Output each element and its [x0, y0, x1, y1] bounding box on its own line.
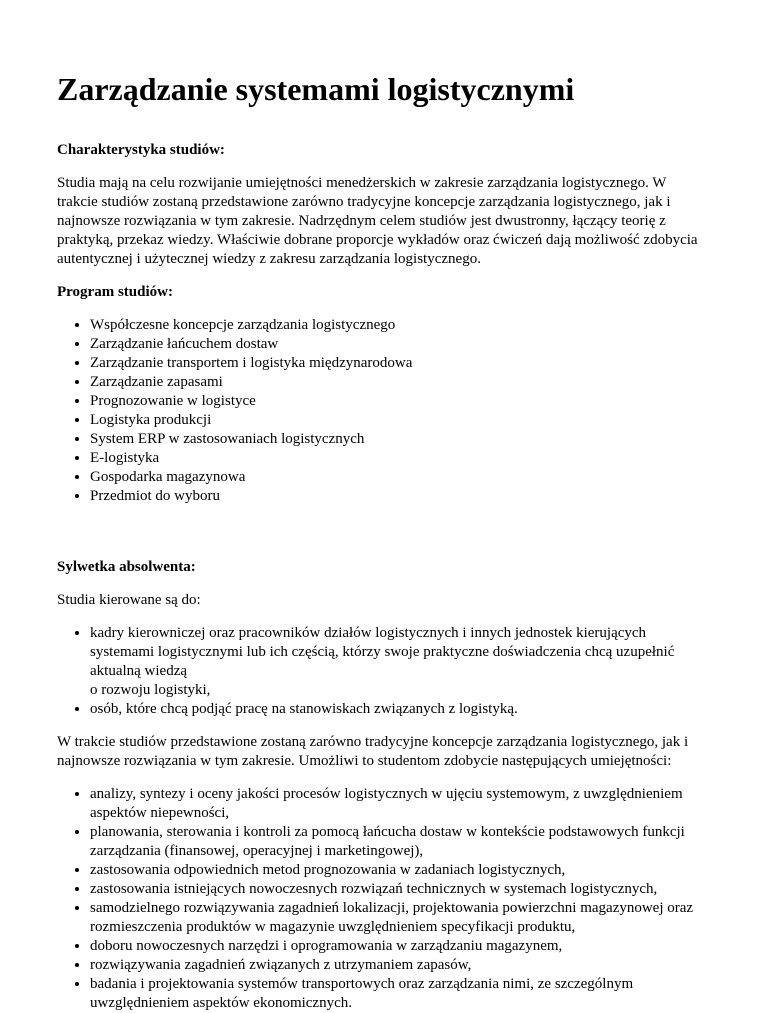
section-heading-program: Program studiów: [57, 284, 173, 300]
list-item: • planowania, sterowania i kontroli za pomocą łańcucha dostaw w kontekście podstawowych funkcji zarządzania (finansowej, operacyjnej i marketingowej), [90, 823, 710, 861]
program-list [57, 316, 710, 506]
list-item: • System ERP w zastosowaniach logistycznych [90, 430, 710, 449]
section-heading-graduate-profile: Sylwetka absolwenta: [57, 559, 196, 575]
list-item: • Prognozowanie w logistyce [90, 392, 710, 411]
list-item: • Gospodarka magazynowa [90, 468, 710, 487]
audience-line-continued: o rozwoju logistyki, [90, 682, 211, 698]
list-item: • analizy, syntezy i oceny jakości procesów logistycznych w ujęciu systemowym, z uwzględnieniem aspektów niepewności, [90, 785, 710, 823]
list-item [90, 700, 710, 719]
skills-list [57, 785, 710, 1013]
list-item: • doboru nowoczesnych narzędzi i oprogramowania w zarządzaniu magazynem, [90, 937, 710, 956]
list-item: • Logistyka produkcji [90, 411, 710, 430]
characteristics-paragraph: Studia mają na celu rozwijanie umiejętności menedżerskich w zakresie zarządzania logistycznego. W trakcie studiów zostaną przedstawione zarówno tradycyjne koncepcje zarządzania logistycznego, jak i najnowsze rozwiązania w tym zakresie. Nadrzędnym celem studiów jest dwustronny, łączący teorię z praktyką, przekaz wiedzy. Właściwie dobrane proporcje wykładów oraz ćwiczeń dają możliwość zdobycia autentycznej i użytecznej wiedzy z zakresu zarządzania logistycznego. [57, 175, 698, 267]
list-item: • badania i projektowania systemów transportowych oraz zarządzania nimi, ze szczególnym uwzględnieniem aspektów ekonomicznych. [90, 975, 710, 1013]
list-item: • Współczesne koncepcje zarządzania logistycznego [90, 316, 710, 335]
audience-line: osób, które chcą podjąć pracę na stanowiskach związanych z logistyką. [90, 701, 518, 717]
list-item: • rozwiązywania zagadnień związanych z utrzymaniem zapasów, [90, 956, 710, 975]
list-item: • samodzielnego rozwiązywania zagadnień lokalizacji, projektowania powierzchni magazynowej oraz rozmieszczenia produktów w magazynie uwzględnieniem specyfikacji produktu, [90, 899, 710, 937]
audience-line: kadry kierowniczej oraz pracowników działów logistycznych i innych jednostek kierujących systemami logistycznymi lub ich częścią, którzy swoje praktyczne doświadczenia chcą uzupełnić aktualną wiedzą [90, 625, 675, 679]
skills-intro: W trakcie studiów przedstawione zostaną zarówno tradycyjne koncepcje zarządzania logistycznego, jak i najnowsze rozwiązania w tym zakresie. Umożliwi to studentom zdobycie następujących umiejętności: [57, 734, 689, 769]
list-item: • Zarządzanie łańcuchem dostaw [90, 335, 710, 354]
list-item: • zastosowania istniejących nowoczesnych rozwiązań technicznych w systemach logistycznych, [90, 880, 710, 899]
list-item: • Zarządzanie zapasami [90, 373, 710, 392]
list-item: • zastosowania odpowiednich metod prognozowania w zadaniach logistycznych, [90, 861, 710, 880]
list-item: • E-logistyka [90, 449, 710, 468]
list-item: • Zarządzanie transportem i logistyka międzynarodowa [90, 354, 710, 373]
spacer [57, 520, 710, 558]
section-heading-characteristics: Charakterystyka studiów: [57, 142, 225, 158]
page-title: Zarządzanie systemami logistycznymi [57, 71, 575, 107]
list-item: • Przedmiot do wyboru [90, 487, 710, 506]
audience-intro: Studia kierowane są do: [57, 592, 201, 608]
audience-list [57, 624, 710, 719]
list-item [90, 624, 710, 700]
